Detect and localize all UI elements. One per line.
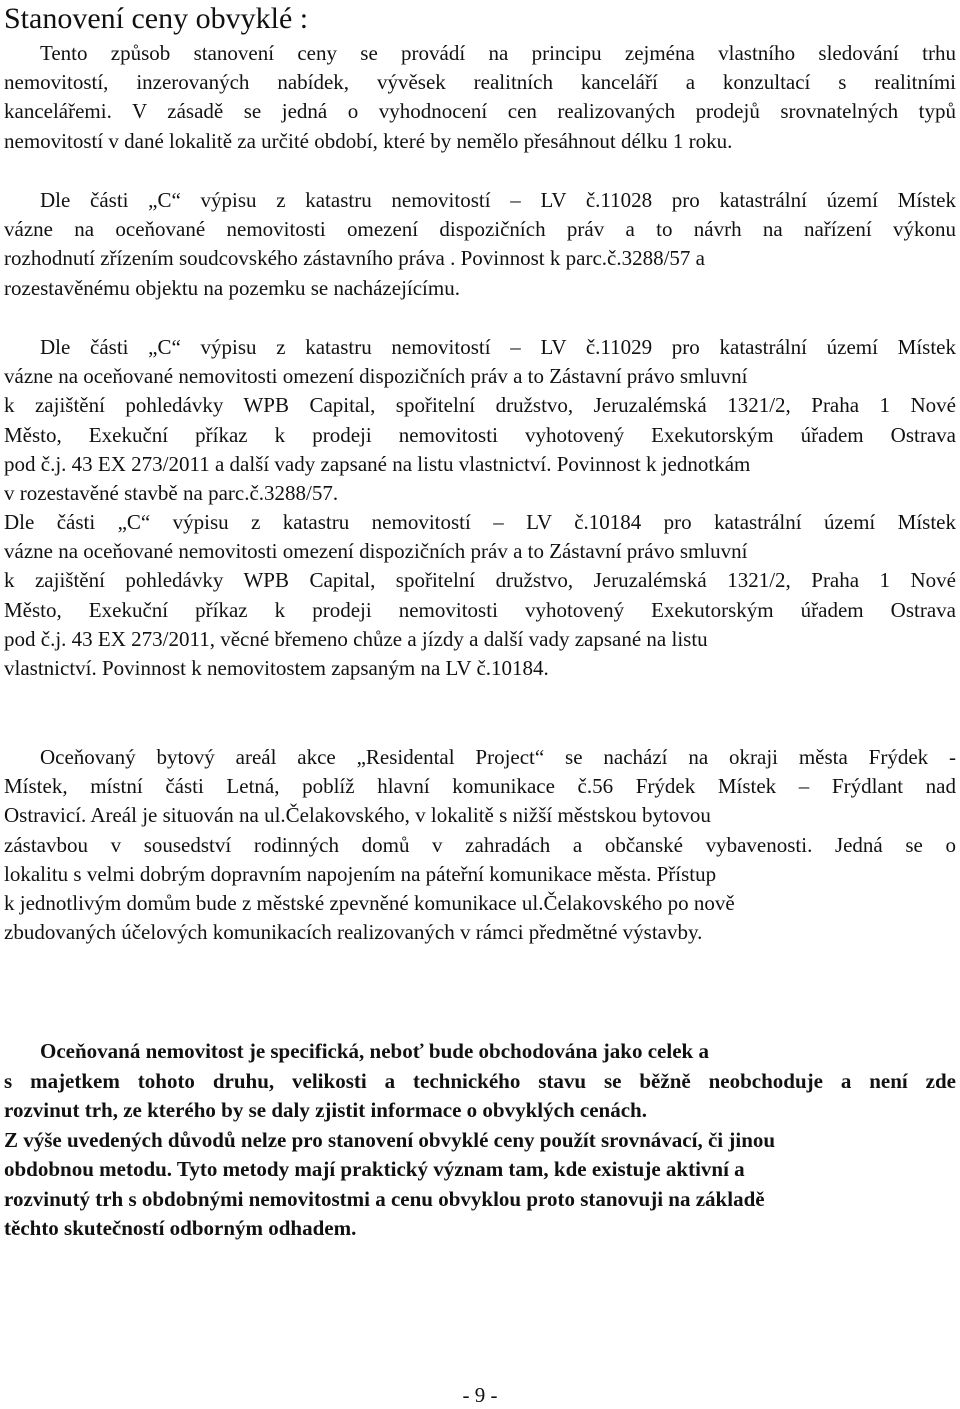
text-line: kancelářemi. V zásadě se jedná o vyhodnocení cen realizovaných prodejů srovnatelných typů <box>4 99 956 124</box>
intro-paragraph <box>4 39 956 156</box>
text-line: Místek, místní části Letná, poblíž hlavní komunikace č.56 Frýdek Místek – Frýdlant nad <box>4 774 956 799</box>
lv-11028-paragraph <box>4 186 956 303</box>
text-line: k zajištění pohledávky WPB Capital, spořitelní družstvo, Jeruzalémská 1321/2, Praha 1 Nové <box>4 568 956 593</box>
text-line: Dle části „C“ výpisu z katastru nemovitostí – LV č.10184 pro katastrální území Místek <box>4 510 956 534</box>
text-line: k zajištění pohledávky WPB Capital, spořitelní družstvo, Jeruzalémská 1321/2, Praha 1 Nové <box>4 393 956 418</box>
text-line: Ostravicí. Areál je situován na ul.Čelakovského, v lokalitě s nižší městskou bytovou <box>4 803 711 828</box>
location-paragraph <box>4 743 956 947</box>
text-line: rozestavěnému objektu na pozemku se nacházejícímu. <box>4 275 460 300</box>
section-heading: Stanovení ceny obvyklé : <box>4 2 309 35</box>
text-line: nemovitostí v dané lokalitě za určité období, které by nemělo přesáhnout délku 1 roku. <box>4 128 733 153</box>
text-line: rozvinut trh, ze kterého by se daly zjistit informace o obvyklých cenách. <box>4 1098 647 1122</box>
text-line: Oceňovaný bytový areál akce „Residental Project“ se nachází na okraji města Frýdek - <box>40 745 956 769</box>
lv-11029-paragraph <box>4 333 956 508</box>
text-line: s majetkem tohoto druhu, velikosti a technického stavu se běžně neobchoduje a není zde <box>4 1068 956 1093</box>
text-line: pod č.j. 43 EX 273/2011 a další vady zapsané na listu vlastnictví. Povinnost k jednotkám <box>4 451 751 476</box>
text-line: Město, Exekuční příkaz k prodeji nemovitosti vyhotovený Exekutorským úřadem Ostrava <box>4 597 956 622</box>
text-line: rozhodnutí zřízením soudcovského zástavního práva . Povinnost k parc.č.3288/57 a <box>4 246 705 271</box>
text-line: nemovitostí, inzerovaných nabídek, vývěsek realitních kanceláří a konzultací s realitními <box>4 70 956 95</box>
text-line: vázne na oceňované nemovitosti omezení dispozičních práv a to Zástavní právo smluvní <box>4 539 748 564</box>
text-line: rozvinutý trh s obdobnými nemovitostmi a cenu obvyklou proto stanovuji na základě <box>4 1186 765 1211</box>
text-line: Dle části „C“ výpisu z katastru nemovitostí – LV č.11028 pro katastrální území Místek <box>40 188 956 212</box>
text-line: zástavbou v sousedství rodinných domů v zahradách a občanské vybavenosti. Jedná se o <box>4 832 956 857</box>
text-line: vázne na oceňované nemovitosti omezení dispozičních práv a to návrh na nařízení výkonu <box>4 217 956 242</box>
text-line: lokalitu s velmi dobrým dopravním napojením na páteřní komunikace města. Přístup <box>4 861 717 886</box>
conclusion-paragraph <box>4 1037 956 1244</box>
text-line: Tento způsob stanovení ceny se provádí na principu zejména vlastního sledování trhu <box>40 41 956 65</box>
text-line: zbudovaných účelových komunikacích realizovaných v rámci předmětné výstavby. <box>4 920 703 945</box>
text-line: Oceňovaná nemovitost je specifická, neboť bude obchodována jako celek a <box>40 1039 709 1063</box>
text-line: Dle části „C“ výpisu z katastru nemovitostí – LV č.11029 pro katastrální území Místek <box>40 335 956 359</box>
text-line: v rozestavěné stavbě na parc.č.3288/57. <box>4 480 339 505</box>
text-line: k jednotlivým domům bude z městské zpevněné komunikace ul.Čelakovského po nově <box>4 890 735 915</box>
text-line: těchto skutečností odborným odhadem. <box>4 1216 357 1240</box>
text-line: obdobnou metodu. Tyto metody mají praktický význam tam, kde existuje aktivní a <box>4 1157 745 1181</box>
text-line: vázne na oceňované nemovitosti omezení dispozičních práv a to Zástavní právo smluvní <box>4 364 748 389</box>
text-line: vlastnictví. Povinnost k nemovitostem zapsaným na LV č.10184. <box>4 655 549 680</box>
lv-10184-paragraph <box>4 508 956 683</box>
text-line: pod č.j. 43 EX 273/2011, věcné břemeno chůze a jízdy a další vady zapsané na listu <box>4 626 708 651</box>
text-line: Z výše uvedených důvodů nelze pro stanovení obvyklé ceny použít srovnávací, či jinou <box>4 1127 776 1152</box>
text-line: Město, Exekuční příkaz k prodeji nemovitosti vyhotovený Exekutorským úřadem Ostrava <box>4 422 956 447</box>
page-number: - 9 - <box>462 1383 498 1407</box>
